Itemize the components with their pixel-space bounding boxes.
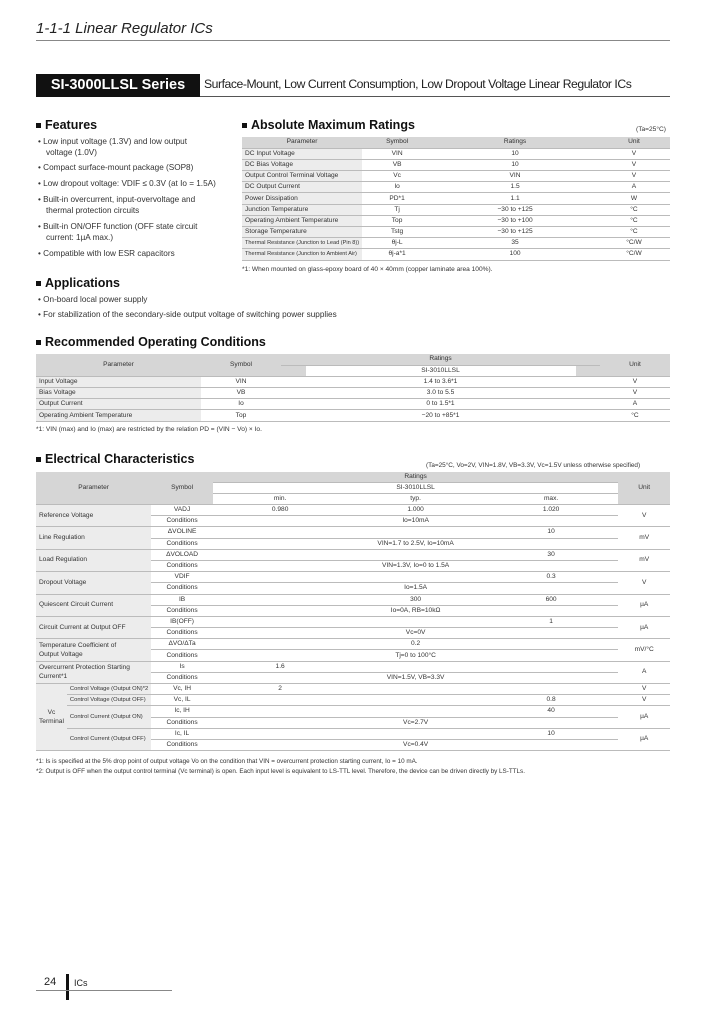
table-row	[36, 410, 670, 421]
table-cell: Junction Temperature	[242, 204, 362, 215]
table-cell: 1.6	[213, 661, 347, 672]
table-cell: Tj=0 to 100°C	[213, 650, 618, 661]
table-cell: max.	[484, 494, 618, 505]
table-cell	[213, 639, 347, 650]
col-parameter: Parameter	[36, 354, 201, 376]
col-symbol: Symbol	[362, 137, 432, 148]
table-cell: Input Voltage	[36, 376, 201, 387]
table-cell: W	[598, 193, 670, 204]
table-cell: V	[600, 376, 670, 387]
table-cell: IB	[151, 594, 213, 605]
table-row	[36, 388, 670, 399]
table-row	[242, 249, 670, 260]
table-cell: Conditions	[151, 672, 213, 683]
table-cell: 1.5	[432, 182, 598, 193]
table-cell: θj-a*1	[362, 249, 432, 260]
table-cell: V	[618, 684, 670, 695]
table-cell: Io	[201, 399, 281, 410]
table-cell	[213, 706, 347, 717]
table-cell: µA	[618, 594, 670, 616]
abs-max-footnote: *1: When mounted on glass-epoxy board of 40 × 40mm (copper laminate area 100%).	[242, 266, 493, 273]
rec-op-title: Recommended Operating Conditions	[36, 335, 266, 349]
table-cell: Thermal Resistance (Junction to Lead (Pin 8))	[242, 238, 362, 249]
table-cell: −30 to +100	[432, 215, 598, 226]
table-cell	[347, 695, 483, 706]
table-cell: Top	[362, 215, 432, 226]
table-cell: Storage Temperature	[242, 227, 362, 238]
table-cell: Tj	[362, 204, 432, 215]
table-cell: Thermal Resistance (Junction to Ambient Air)	[242, 249, 362, 260]
table-cell: SI-3010LLSL	[213, 483, 618, 494]
table-cell: A	[598, 182, 670, 193]
table-cell: Io=1.5A	[213, 583, 618, 594]
feature-item: • Low input voltage (1.3V) and low output	[38, 137, 187, 146]
table-row	[242, 227, 670, 238]
feature-item: thermal protection circuits	[46, 206, 140, 215]
table-cell	[484, 661, 618, 672]
table-cell: Quiescent Circuit Current	[36, 594, 151, 616]
table-row	[36, 594, 670, 605]
table-cell: Circuit Current at Output OFF	[36, 616, 151, 638]
table-cell: µA	[618, 616, 670, 638]
table-cell: Control Voltage (Output ON)*2	[67, 684, 151, 695]
col-symbol: Symbol	[201, 354, 281, 376]
series-banner	[36, 74, 670, 97]
col-unit: Unit	[618, 472, 670, 505]
application-item: • On-board local power supply	[38, 295, 148, 304]
table-cell: Vc, IL	[151, 695, 213, 706]
table-cell: Bias Voltage	[36, 388, 201, 399]
table-cell: Dropout Voltage	[36, 572, 151, 594]
table-cell: 0.3	[484, 572, 618, 583]
table-cell: Vc Terminal	[36, 684, 67, 751]
table-cell: Ic, IH	[151, 706, 213, 717]
table-cell: ΔVOLINE	[151, 527, 213, 538]
table-cell	[213, 572, 347, 583]
table-row	[242, 182, 670, 193]
feature-item: • Built-in ON/OFF function (OFF state circuit	[38, 222, 198, 231]
table-cell: VIN	[362, 148, 432, 159]
features-title: Features	[36, 118, 97, 132]
col-unit: Unit	[600, 354, 670, 376]
table-cell: 40	[484, 706, 618, 717]
feature-item: • Built-in overcurrent, input-overvoltage and	[38, 195, 196, 204]
feature-item: voltage (1.0V)	[46, 148, 97, 157]
feature-item: • Compatible with low ESR capacitors	[38, 249, 175, 258]
table-cell: Line Regulation	[36, 527, 151, 549]
table-cell: 30	[484, 549, 618, 560]
table-cell	[347, 684, 483, 695]
table-row	[36, 661, 670, 672]
table-cell: A	[600, 399, 670, 410]
table-cell	[347, 527, 483, 538]
table-cell: θj-L	[362, 238, 432, 249]
table-cell: A	[618, 661, 670, 683]
table-cell: 1.4 to 3.6*1	[281, 376, 600, 387]
table-cell: Conditions	[151, 516, 213, 527]
table-cell: VIN=1.7 to 2.5V, Io=10mA	[213, 538, 618, 549]
table-cell: 0.2	[347, 639, 483, 650]
table-header	[242, 137, 670, 148]
table-cell	[347, 616, 483, 627]
table-cell: Operating Ambient Temperature	[36, 410, 201, 421]
table-cell: 1	[484, 616, 618, 627]
table-cell: V	[600, 388, 670, 399]
table-row	[36, 399, 670, 410]
table-row	[242, 193, 670, 204]
footer-rule	[36, 990, 172, 991]
table-cell: Ic, IL	[151, 728, 213, 739]
table-row	[36, 527, 670, 538]
table-cell: mV	[618, 527, 670, 549]
table-cell: VIN	[201, 376, 281, 387]
table-cell: Vc	[362, 171, 432, 182]
table-cell	[347, 572, 483, 583]
table-row	[242, 204, 670, 215]
table-cell	[484, 639, 618, 650]
page-number: 24	[44, 976, 57, 988]
table-cell: mV	[618, 549, 670, 571]
table-row	[36, 616, 670, 627]
table-row	[36, 505, 670, 516]
table-cell: °C/W	[598, 238, 670, 249]
table-cell: 2	[213, 684, 347, 695]
table-cell: 1.1	[432, 193, 598, 204]
table-cell: mV/°C	[618, 639, 670, 661]
header-rule	[36, 40, 670, 41]
table-cell: 10	[484, 728, 618, 739]
series-subtitle: Surface-Mount, Low Current Consumption, Low Dropout Voltage Linear Regulator ICs	[204, 77, 632, 91]
table-cell: PD*1	[362, 193, 432, 204]
table-cell: Power Dissipation	[242, 193, 362, 204]
table-cell: µA	[618, 706, 670, 728]
col-parameter: Parameter	[36, 472, 151, 505]
table-cell: VIN	[432, 171, 598, 182]
table-cell	[213, 527, 347, 538]
elec-conditions: (Ta=25°C, Vo=2V, VIN=1.8V, VB=3.3V, Vc=1.5V unless otherwise specified)	[426, 462, 641, 469]
abs-max-title: Absolute Maximum Ratings	[242, 118, 415, 132]
feature-item: current: 1µA max.)	[46, 233, 114, 242]
table-cell: 35	[432, 238, 598, 249]
col-parameter: Parameter	[242, 137, 362, 148]
table-cell: Control Current (Output ON)	[67, 706, 151, 728]
table-row	[242, 238, 670, 249]
table-cell: Conditions	[151, 538, 213, 549]
series-name: SI-3000LLSL Series	[36, 74, 200, 97]
table-cell: V	[598, 148, 670, 159]
table-cell: 0.980	[213, 505, 347, 516]
table-cell: VDIF	[151, 572, 213, 583]
elec-footnote: *1: Is is specified at the 5% drop point of output voltage Vo on the condition that VIN = overcurrent protection starting current, Io = 10 mA.	[36, 758, 418, 765]
table-cell: V	[618, 572, 670, 594]
table-header	[36, 472, 670, 483]
elec-title: Electrical Characteristics	[36, 452, 194, 466]
table-cell	[347, 661, 483, 672]
table-row	[36, 639, 670, 650]
table-cell: 0.8	[484, 695, 618, 706]
table-cell: VB	[201, 388, 281, 399]
table-row	[242, 148, 670, 159]
table-cell: Vc=2.7V	[213, 717, 618, 728]
elec-table	[36, 472, 670, 751]
table-cell: °C	[598, 215, 670, 226]
table-cell: Io=0A, RB=10kΩ	[213, 605, 618, 616]
table-cell: Io	[362, 182, 432, 193]
table-cell: Top	[201, 410, 281, 421]
table-cell: 1.000	[347, 505, 483, 516]
table-cell: Vc=0.4V	[213, 739, 618, 750]
table-cell: V	[598, 159, 670, 170]
table-cell	[213, 594, 347, 605]
table-cell: Conditions	[151, 560, 213, 571]
table-cell: ΔVO/ΔTa	[151, 639, 213, 650]
table-cell: typ.	[347, 494, 483, 505]
table-cell: −30 to +125	[432, 204, 598, 215]
abs-max-table	[242, 137, 670, 261]
footer-bar	[66, 974, 69, 1000]
table-cell: Conditions	[151, 605, 213, 616]
table-cell: °C	[598, 204, 670, 215]
table-cell: 10	[484, 527, 618, 538]
table-cell: IB(OFF)	[151, 616, 213, 627]
table-row	[36, 695, 670, 706]
part-number: SI-3010LLSL	[281, 365, 600, 376]
table-cell: 3.0 to 5.5	[281, 388, 600, 399]
table-cell	[484, 684, 618, 695]
table-cell	[213, 549, 347, 560]
table-cell: V	[598, 171, 670, 182]
col-symbol: Symbol	[151, 472, 213, 505]
table-cell: DC Input Voltage	[242, 148, 362, 159]
table-cell: Conditions	[151, 583, 213, 594]
table-row	[36, 549, 670, 560]
table-cell: 600	[484, 594, 618, 605]
table-row	[36, 706, 670, 717]
table-cell: DC Bias Voltage	[242, 159, 362, 170]
table-cell: VADJ	[151, 505, 213, 516]
table-cell: min.	[213, 494, 347, 505]
table-cell: 1.020	[484, 505, 618, 516]
table-row	[36, 684, 670, 695]
table-cell: °C	[598, 227, 670, 238]
table-cell: Operating Ambient Temperature	[242, 215, 362, 226]
footer-section: ICs	[74, 978, 88, 988]
banner-underline	[200, 96, 670, 97]
table-cell: VB	[362, 159, 432, 170]
rec-op-table	[36, 354, 670, 422]
table-cell: µA	[618, 728, 670, 750]
table-cell: Overcurrent Protection Starting Current*1	[36, 661, 151, 683]
table-cell	[213, 728, 347, 739]
table-cell: −30 to +125	[432, 227, 598, 238]
table-cell: Tstg	[362, 227, 432, 238]
table-row	[36, 572, 670, 583]
table-cell: °C/W	[598, 249, 670, 260]
table-cell: 0 to 1.5*1	[281, 399, 600, 410]
rec-op-footnote: *1: VIN (max) and Io (max) are restricted by the relation PD = (VIN − Vo) × Io.	[36, 426, 262, 433]
table-cell: VIN=1.5V, VB=3.3V	[213, 672, 618, 683]
table-cell	[213, 616, 347, 627]
table-cell: Vc=0V	[213, 628, 618, 639]
table-row	[36, 376, 670, 387]
table-row	[242, 215, 670, 226]
table-cell: Conditions	[151, 628, 213, 639]
table-cell	[213, 695, 347, 706]
table-cell: Control Current (Output OFF)	[67, 728, 151, 750]
table-cell: V	[618, 695, 670, 706]
table-cell: V	[618, 505, 670, 527]
table-cell: 10	[432, 148, 598, 159]
col-ratings: Ratings	[281, 354, 600, 365]
table-cell: Reference Voltage	[36, 505, 151, 527]
table-cell: Is	[151, 661, 213, 672]
table-cell: °C	[600, 410, 670, 421]
table-cell	[347, 549, 483, 560]
table-cell: Conditions	[151, 650, 213, 661]
table-row	[242, 171, 670, 182]
table-cell: Control Voltage (Output OFF)	[67, 695, 151, 706]
table-cell: Output Current	[36, 399, 201, 410]
feature-item: • Compact surface-mount package (SOP8)	[38, 163, 194, 172]
table-cell: 100	[432, 249, 598, 260]
col-ratings: Ratings	[213, 472, 618, 483]
table-cell: Output Control Terminal Voltage	[242, 171, 362, 182]
table-row	[242, 159, 670, 170]
table-cell: 10	[432, 159, 598, 170]
table-cell: Conditions	[151, 739, 213, 750]
table-cell: Temperature Coefficient of Output Voltage	[36, 639, 151, 661]
table-cell: ΔVOLOAD	[151, 549, 213, 560]
table-row	[36, 728, 670, 739]
table-cell: Conditions	[151, 717, 213, 728]
table-cell: DC Output Current	[242, 182, 362, 193]
table-cell: 300	[347, 594, 483, 605]
table-header	[36, 354, 670, 365]
table-cell: −20 to +85*1	[281, 410, 600, 421]
application-item: • For stabilization of the secondary-side output voltage of switching power supplies	[38, 310, 337, 319]
table-cell: Io=10mA	[213, 516, 618, 527]
table-cell	[347, 728, 483, 739]
table-cell	[347, 706, 483, 717]
abs-max-conditions: (Ta=25°C)	[636, 126, 666, 133]
page-header-title: 1-1-1 Linear Regulator ICs	[36, 20, 213, 37]
table-cell: Vc, IH	[151, 684, 213, 695]
elec-footnote: *2: Output is OFF when the output control terminal (Vc terminal) is open. Each input level is equivalent to LS-TTL level. Therefore, the device can be driven directly by LS-TTLs.	[36, 768, 525, 775]
feature-item: • Low dropout voltage: VDIF ≤ 0.3V (at Io = 1.5A)	[38, 179, 216, 188]
table-cell: Load Regulation	[36, 549, 151, 571]
col-ratings: Ratings	[432, 137, 598, 148]
table-cell: VIN=1.3V, Io=0 to 1.5A	[213, 560, 618, 571]
applications-title: Applications	[36, 276, 120, 290]
col-unit: Unit	[598, 137, 670, 148]
